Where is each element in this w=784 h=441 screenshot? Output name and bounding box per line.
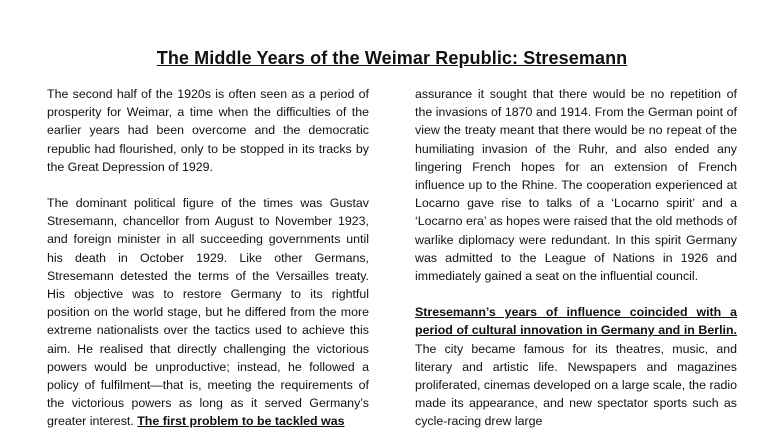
page-title: The Middle Years of the Weimar Republic: Stresemann xyxy=(156,48,628,68)
paragraph-prosperity: The second half of the 1920s is often seen as a period of prosperity for Weimar, a time when the difficulties of the earlier years had been overcome and the democratic republic had flourished, only to be stopped in its tracks by the Great Depression of 1929. xyxy=(47,87,369,174)
paragraph-culture xyxy=(415,303,737,430)
paragraph-locarno: assurance it sought that there would be no repetition of the invasions of 1870 and 1914. From the German point of view the treaty meant that there would be no repeat of the humiliating invasion of the Ruhr, and also ended any lingering French hopes for an extension of French influence up to the Rhine. The cooperation experienced at Locarno gave rise to talks of a ‘Locarno spirit’ and a ‘Locarno era’ as hopes were raised that the old methods of warlike diplomacy were redundant. In this spirit Germany was admitted to the League of Nations in 1926 and immediately gained a seat on the influential council. xyxy=(415,87,737,284)
right-column xyxy=(415,85,737,441)
highlighted-phrase: The first problem to be tackled was xyxy=(137,414,345,429)
highlighted-heading: Stresemann’s years of influence coincided with a period of cultural innovation in Germany and in Berlin. xyxy=(415,305,737,338)
left-column xyxy=(47,85,369,441)
paragraph-stresemann-text: The dominant political figure of the times was Gustav Stresemann, chancellor from August to November 1923, and foreign minister in all succeeding governments until his death in October 1929. Like other Germans, Stresemann detested the terms of the Versailles treaty. His objective was to restore Germany to its rightful position on the world stage, but he differed from the more extreme nationalists over the tactics used to achieve this aim. He realised that directly challenging the victorious powers would be unproductive; instead, he followed a policy of fulfilment—that is, meeting the requirements of the victorious powers as long as it served Germany’s greater interest. xyxy=(47,196,369,429)
paragraph-stresemann xyxy=(47,194,369,431)
paragraph-culture-text: The city became famous for its theatres, music, and literary and artistic life. Newspapers and magazines proliferated, cinemas developed on a large scale, the radio made its appearance, and new spectator sports such as cycle-racing drew large xyxy=(415,341,737,429)
